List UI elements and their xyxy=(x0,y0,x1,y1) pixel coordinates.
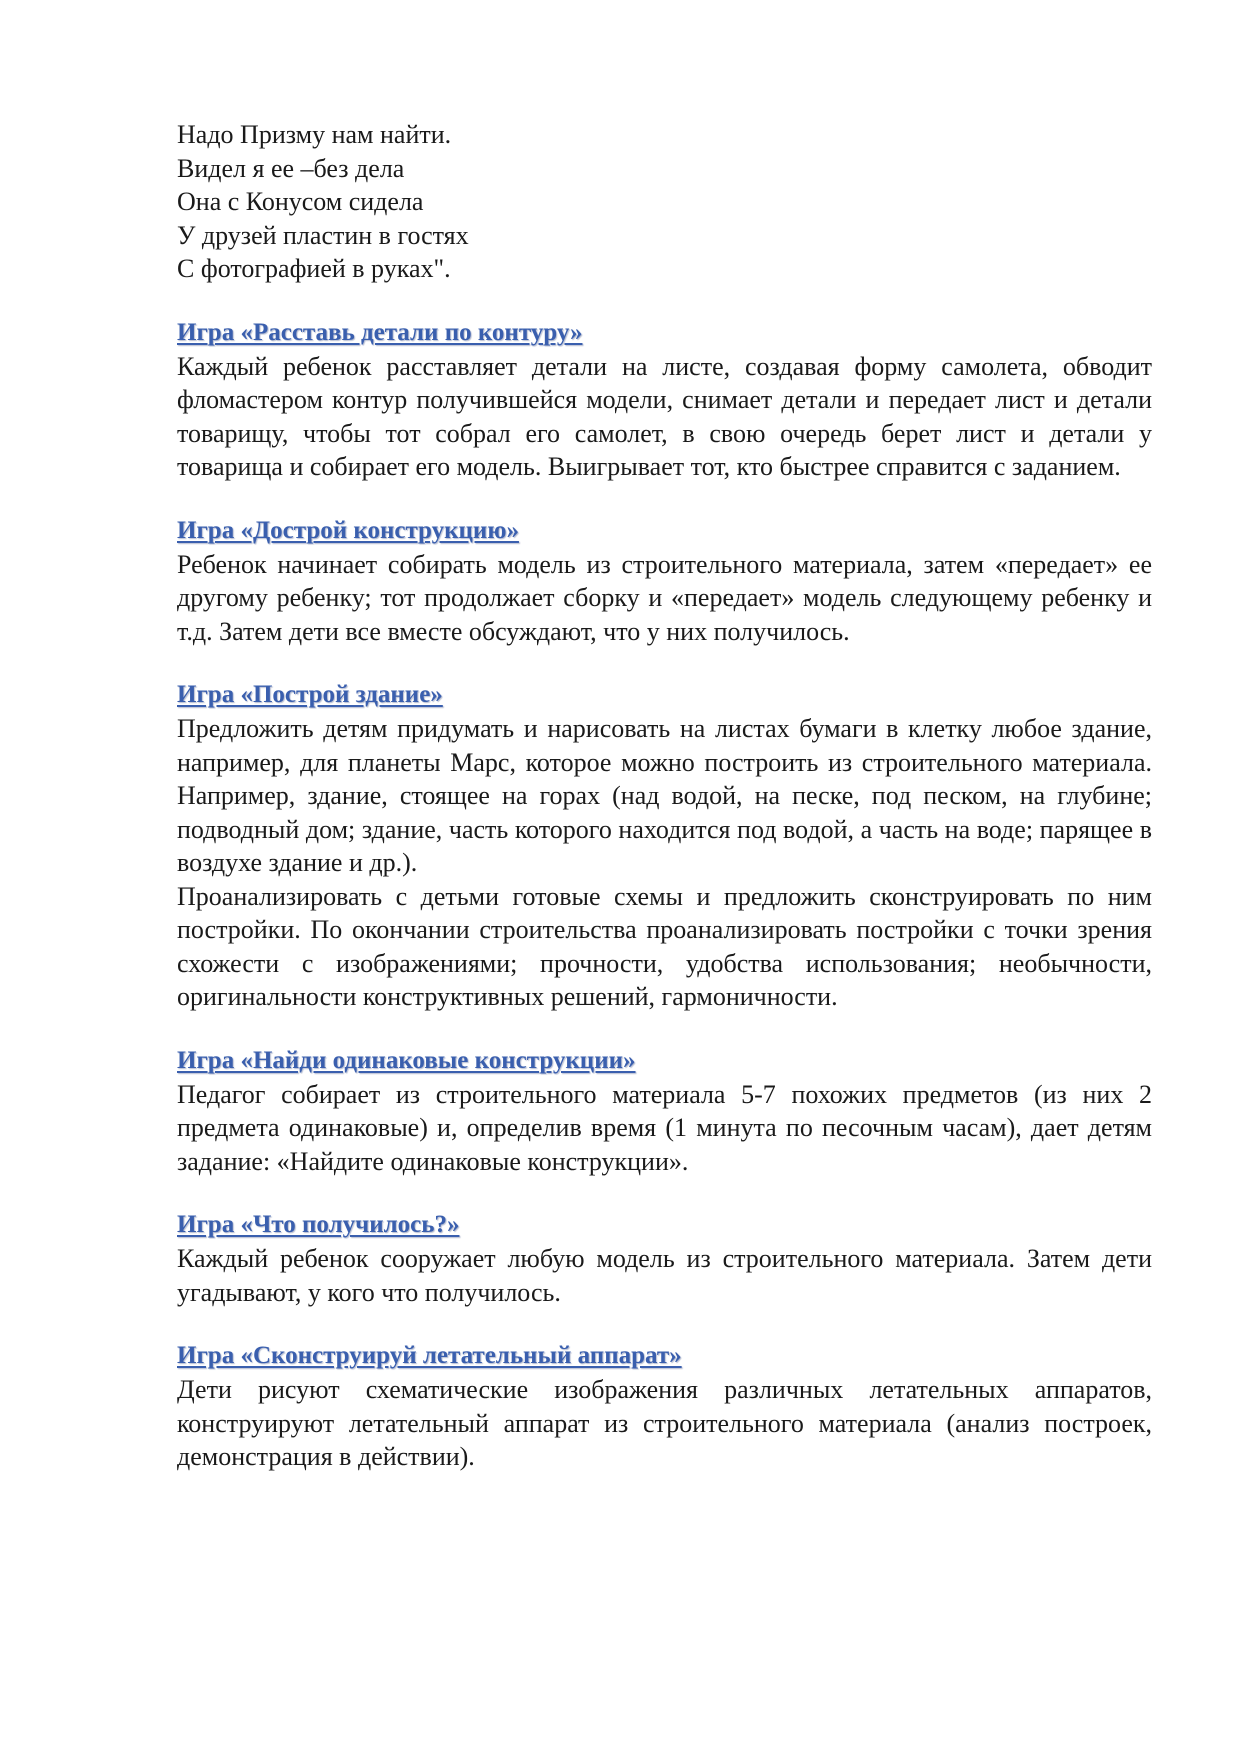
section-arrange-parts xyxy=(177,316,1152,484)
section-paragraph: Дети рисуют схематические изображения различных летательных аппаратов, конструируют летательный аппарат из строительного материала (анализ построек, демонстрация в действии). xyxy=(177,1375,1152,1471)
section-paragraph: Педагог собирает из строительного материала 5-7 похожих предметов (из них 2 предмета одинаковые) и, определив время (1 минута по песочным часам), дает детям задание: «Найдите одинаковые конструкции». xyxy=(177,1079,1152,1176)
section-title-link[interactable]: Игра «Что получилось?» xyxy=(177,1211,460,1238)
section-paragraph: Каждый ребенок расставляет детали на листе, создавая форму самолета, обводит фломастером контур получившейся модели, снимает детали и передает лист и детали товарищу, чтобы тот собрал его самолет, в свою очередь берет лист и детали у товарища и собирает его модель. Выигрывает тот, кто быстрее справится с заданием. xyxy=(177,351,1152,481)
poem-line: Она с Конусом сидела xyxy=(177,187,424,216)
section-title-link[interactable]: Игра «Сконструируй летательный аппарат» xyxy=(177,1342,682,1369)
section-find-identical xyxy=(177,1044,1152,1179)
section-paragraph: Каждый ребенок сооружает любую модель из строительного материала. Затем дети угадывают, у кого что получилось. xyxy=(177,1244,1152,1307)
poem-line: С фотографией в руках". xyxy=(177,254,451,283)
section-paragraph: Проанализировать с детьми готовые схемы и предложить сконструировать по ним постройки. По окончании строительства проанализировать постройки с точки зрения схожести с изображениями; прочности, удобства использования; необычности, оригинальности конструктивных решений, гармоничности. xyxy=(177,881,1152,1011)
section-finish-construction xyxy=(177,514,1152,649)
section-aircraft xyxy=(177,1339,1152,1474)
section-title-link[interactable]: Игра «Построй здание» xyxy=(177,681,443,708)
section-paragraph: Ребенок начинает собирать модель из строительного материала, затем «передает» ее другому ребенку; тот продолжает сборку и «передает» модель следующему ребенку и т.д. Затем дети все вместе обсуждают, что у них получилось. xyxy=(177,549,1152,646)
poem-excerpt xyxy=(177,118,1152,286)
section-build-building xyxy=(177,678,1152,1014)
section-title-link[interactable]: Игра «Дострой конструкцию» xyxy=(177,516,519,544)
poem-line: Надо Призму нам найти. xyxy=(177,120,452,149)
section-what-happened xyxy=(177,1208,1152,1309)
poem-line: У друзей пластин в гостях xyxy=(177,220,469,250)
poem-line: Видел я ее –без дела xyxy=(177,153,405,183)
section-title-link[interactable]: Игра «Расставь детали по контуру» xyxy=(177,318,583,346)
section-paragraph: Предложить детям придумать и нарисовать на листах бумаги в клетку любое здание, например, для планеты Марс, которое можно построить из строительного материала. Например, здание, стоящее на горах (над водой, на песке, под песком, на глубине; подводный дом; здание, часть которого находится под водой, а часть на воде; парящее в воздухе здание и др.). xyxy=(177,714,1152,877)
document-page xyxy=(177,118,1152,1474)
section-title-link[interactable]: Игра «Найди одинаковые конструкции» xyxy=(177,1046,636,1074)
